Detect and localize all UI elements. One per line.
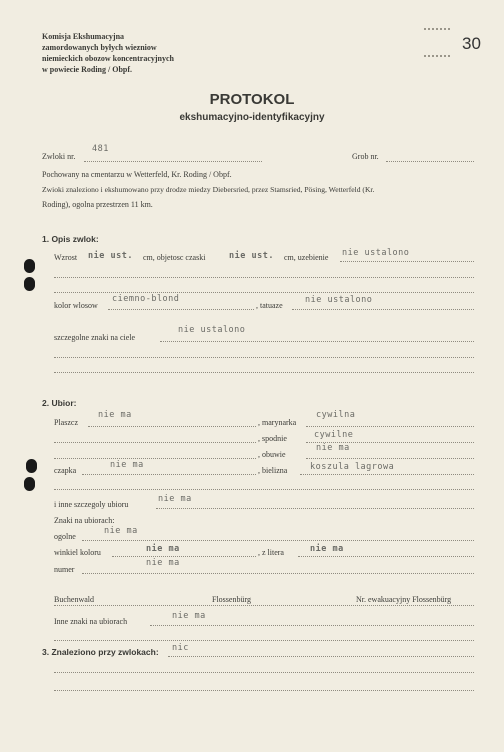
numer-label: numer (54, 565, 75, 574)
plaszcz-line (88, 426, 256, 427)
inne-znaki-label: Inne znaki na ubiorach (54, 617, 128, 626)
wzrost-label: Wzrost (54, 253, 78, 262)
binder-hole (26, 459, 37, 473)
obuwie-label: , obuwie (258, 450, 286, 459)
blank-line-4 (54, 372, 474, 373)
czapka-label: czapka (54, 466, 77, 475)
grob-label: Grob nr. (352, 152, 379, 161)
document-subtitle: ekshumacyjno-identyfikacyjny (179, 112, 325, 123)
kolor-label: kolor wlosow (54, 301, 98, 310)
zwloki-value: 481 (92, 144, 109, 154)
blank-line-9 (54, 672, 474, 673)
ogolne-label: ogolne (54, 532, 76, 541)
zwloki-line (84, 161, 262, 162)
numer-line (82, 573, 474, 574)
section-3-line (168, 656, 474, 657)
litera-value: nie ma (310, 544, 344, 554)
marynarka-line (306, 426, 474, 427)
blank-line-6 (54, 458, 256, 459)
header-line-2: zamordowanych byłych wiezniow (42, 43, 157, 52)
cm-czaska-label: cm, objetosc czaski (143, 253, 206, 262)
bielizna-value: koszula lagrowa (310, 462, 395, 472)
znaki-cialo-line (160, 341, 474, 342)
page-number: 30 (462, 34, 481, 53)
inne-ubior-value: nie ma (158, 494, 192, 504)
spodnie-label: , spodnie (258, 434, 287, 443)
kolor-value: ciemno-blond (112, 294, 180, 304)
plaszcz-label: Plaszcz (54, 418, 78, 427)
numer-value: nie ma (146, 558, 180, 568)
uzebienie-line (340, 261, 474, 262)
ogolne-line (82, 540, 474, 541)
section-3-heading: 3. Znaleziono przy zwlokach: (42, 647, 159, 657)
blank-line-2 (54, 292, 474, 293)
znaleziono-text-2: Roding), ogolna przestrzen 11 km. (42, 200, 153, 209)
obuwie-value: nie ma (316, 443, 350, 453)
section-1-heading: 1. Opis zwlok: (42, 234, 99, 244)
inne-znaki-value: nie ma (172, 611, 206, 621)
header-line-4: w powiecie Roding / Obpf. (42, 65, 133, 74)
blank-line-3 (54, 357, 474, 358)
tatuaze-label: , tatuaze (256, 301, 283, 310)
inne-znaki-line (150, 625, 474, 626)
czaszka-value: nie ust. (229, 251, 274, 261)
grob-line (386, 161, 474, 162)
litera-line (298, 556, 474, 557)
header-line-3: niemieckich obozow koncentracyjnych (42, 54, 174, 63)
blank-line-1 (54, 277, 474, 278)
czapka-line (82, 474, 256, 475)
binder-hole (24, 277, 35, 291)
tatuaze-line (292, 309, 474, 310)
section-2-heading: 2. Ubior: (42, 398, 77, 408)
tatuaze-value: nie ustalono (305, 295, 373, 305)
binder-hole (24, 477, 35, 491)
pencil-marks (424, 28, 450, 34)
plaszcz-value: nie ma (98, 410, 132, 420)
czapka-value: nie ma (110, 460, 144, 470)
camps-line (54, 605, 474, 606)
marynarka-label: , marynarka (258, 418, 297, 427)
wzrost-value: nie ust. (88, 251, 133, 261)
znaleziono-text-1: Zwioki znaleziono i ekshumowano przy drodze miedzy Diebersried, przez Stamsried, Pösing, Wetterfeld (Kr. (42, 185, 375, 194)
zwloki-label: Zwloki nr. (42, 152, 76, 161)
znaki-cialo-label: szczegolne znaki na ciele (54, 333, 136, 342)
uzebienie-value: nie ustalono (342, 248, 410, 258)
flossenburg-label: Flossenbürg (212, 595, 251, 604)
ogolne-value: nie ma (104, 526, 138, 536)
pochowany-text: Pochowany na cmentarzu w Wetterfeld, Kr. Roding / Obpf. (42, 170, 232, 179)
winkiel-label: winkiel koloru (54, 548, 101, 557)
blank-line-5 (54, 442, 256, 443)
section-3-value: nic (172, 643, 189, 653)
blank-line-7 (54, 489, 474, 490)
binder-hole (24, 259, 35, 273)
kolor-line (108, 309, 254, 310)
inne-ubior-line (156, 508, 474, 509)
bielizna-line (300, 474, 474, 475)
ewakuacyjny-label: Nr. ewakuacyjny Flossenbürg (356, 595, 452, 604)
litera-label: , z litera (258, 548, 284, 557)
spodnie-value: cywilne (314, 430, 354, 440)
header-line-1: Komisja Ekshumacyjna (42, 32, 125, 41)
znaki-ubior-label: Znaki na ubiorach: (54, 516, 115, 525)
winkiel-line (112, 556, 256, 557)
winkiel-value: nie ma (146, 544, 180, 554)
obuwie-line (306, 458, 474, 459)
marynarka-value: cywilna (316, 410, 356, 420)
document-title: PROTOKOL (209, 91, 295, 108)
pencil-marks-lower (424, 55, 450, 61)
cm-uzebienie-label: cm, uzebienie (284, 253, 329, 262)
blank-line-8 (54, 640, 474, 641)
inne-ubior-label: i inne szczegoly ubioru (54, 500, 129, 509)
znaki-cialo-value: nie ustalono (178, 325, 246, 335)
buchenwald-label: Buchenwald (54, 595, 94, 604)
bielizna-label: , bielizna (258, 466, 288, 475)
blank-line-10 (54, 690, 474, 691)
